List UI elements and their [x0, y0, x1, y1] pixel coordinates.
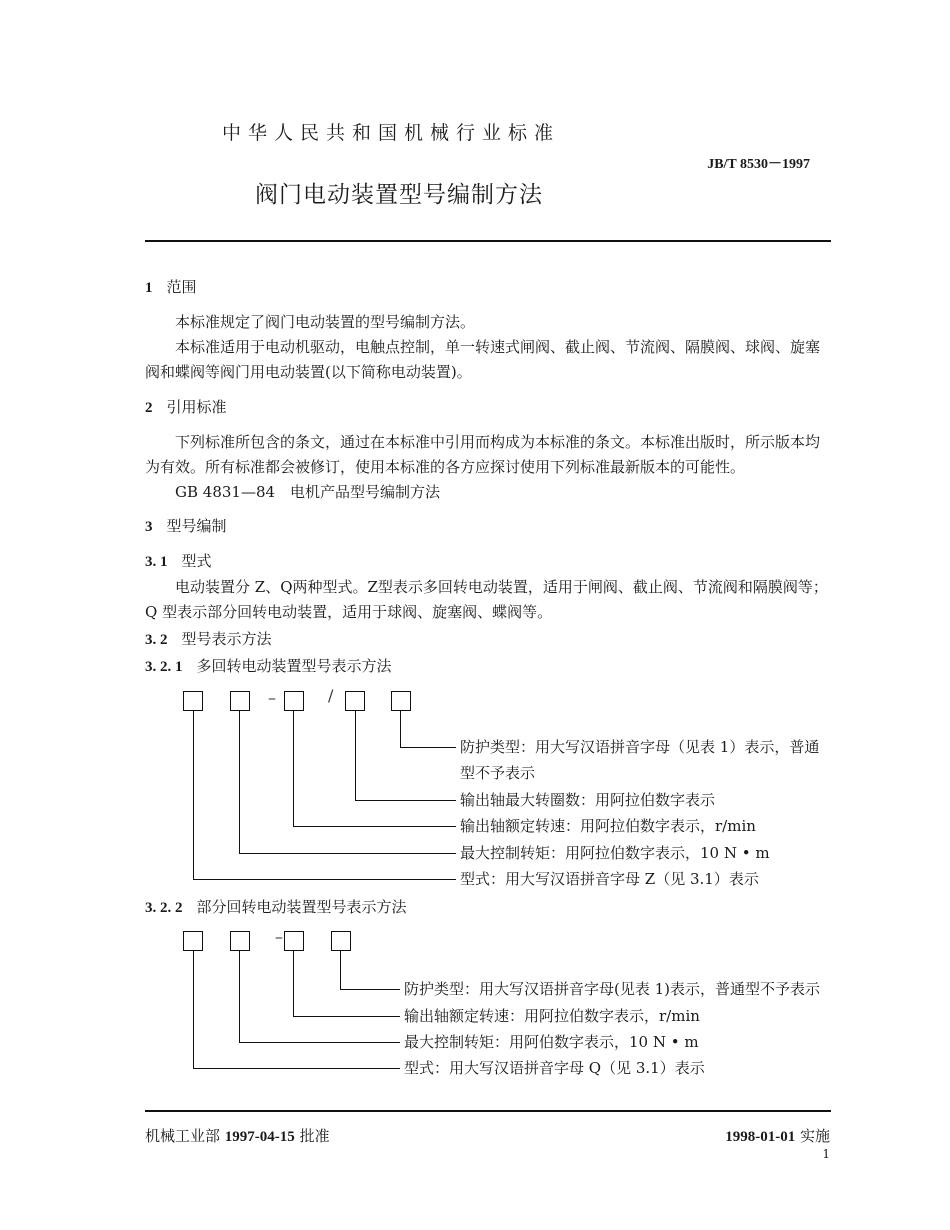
label-max-turns: 输出轴最大转圈数：用阿拉伯数字表示	[460, 791, 716, 809]
section-1-heading	[145, 276, 197, 297]
section-number: 3. 2. 1	[145, 659, 183, 675]
code-box-protection	[391, 691, 411, 711]
section-2-body	[145, 430, 831, 505]
leader-line	[355, 800, 456, 801]
label-rated-speed: 输出轴额定转速：用阿拉伯数字表示，r/min	[460, 817, 756, 835]
leader-line	[400, 747, 456, 748]
leader-line	[293, 1016, 400, 1017]
header-rule	[145, 240, 831, 242]
paragraph: 下列标准所包含的条文，通过在本标准中引用而构成为本标准的条文。本标准出版时，所示版本均为有效。所有标准都会被修订，使用本标准的各方应探讨使用下列标准最新版本的可能性。	[145, 433, 821, 476]
document-title: 阀门电动装置型号编制方法	[255, 182, 543, 208]
section-title: 范围	[166, 278, 197, 296]
approval-info	[145, 1125, 330, 1146]
section-number: 3. 2. 2	[145, 900, 183, 916]
page-number: 1	[822, 1147, 830, 1161]
issuer: 机械工业部	[145, 1127, 221, 1145]
leader-line	[239, 1042, 400, 1043]
section-2-heading	[145, 396, 227, 417]
leader-line	[355, 711, 356, 800]
slash-separator: /	[328, 686, 334, 705]
code-box-speed	[284, 931, 304, 951]
reference-standard: GB 4831—84 电机产品型号编制方法	[175, 483, 441, 501]
footer-rule	[145, 1110, 831, 1112]
standard-code: JB/T 8530－1997	[707, 157, 810, 172]
code-box-type	[183, 691, 203, 711]
code-box-protection	[331, 931, 351, 951]
section-3-heading	[145, 515, 227, 536]
paragraph: 本标准适用于电动机驱动，电触点控制，单一转速式闸阀、截止阀、节流阀、隔膜阀、球阀、旋塞阀和蝶阀等阀门用电动装置(以下简称电动装置)。	[145, 338, 821, 381]
leader-line	[340, 989, 400, 990]
section-number: 3. 1	[145, 554, 168, 570]
section-3-2-2-heading	[145, 896, 407, 917]
leader-line	[239, 853, 456, 854]
section-1-body	[145, 310, 831, 385]
label-protection-type-cont: 型不予表示	[460, 764, 536, 782]
section-number: 3. 2	[145, 632, 168, 648]
code-box-torque	[230, 691, 250, 711]
leader-line	[340, 951, 341, 989]
label-type: 型式：用大写汉语拼音字母 Z（见 3.1）表示	[460, 870, 759, 888]
leader-line	[193, 951, 194, 1068]
leader-line	[193, 1068, 400, 1069]
label-max-torque: 最大控制转矩：用阿拉伯数字表示，10 N • m	[460, 844, 770, 862]
section-3-2-1-heading	[145, 655, 392, 676]
paragraph: 本标准规定了阀门电动装置的型号编制方法。	[175, 313, 476, 331]
leader-line	[193, 711, 194, 879]
dash-separator: –	[268, 688, 276, 707]
section-3-2-heading	[145, 628, 272, 649]
implementation-date: 1998-01-01	[725, 1129, 796, 1145]
implementation-text: 实施	[799, 1127, 830, 1145]
dash-separator: –	[275, 927, 283, 946]
leader-line	[239, 711, 240, 853]
code-box-turns	[345, 691, 365, 711]
section-number: 2	[145, 400, 153, 416]
section-3-1-heading	[145, 550, 212, 571]
code-box-torque	[230, 931, 250, 951]
label-rated-speed: 输出轴额定转速：用阿拉伯数字表示，r/min	[404, 1007, 700, 1025]
approval-date: 1997-04-15	[224, 1129, 295, 1145]
label-protection-type: 防护类型：用大写汉语拼音字母（见表 1）表示，普通	[460, 738, 820, 756]
section-title: 型号表示方法	[181, 630, 272, 648]
label-type: 型式：用大写汉语拼音字母 Q（见 3.1）表示	[404, 1059, 705, 1077]
label-max-torque: 最大控制转矩：用阿伯数字表示，10 N • m	[404, 1033, 699, 1051]
leader-line	[293, 711, 294, 826]
implementation-info	[725, 1125, 830, 1146]
leader-line	[239, 951, 240, 1042]
section-title: 引用标准	[166, 398, 227, 416]
section-number: 3	[145, 519, 153, 535]
leader-line	[400, 711, 401, 747]
leader-line	[193, 879, 456, 880]
section-title: 部分回转电动装置型号表示方法	[196, 898, 407, 916]
section-title: 多回转电动装置型号表示方法	[196, 657, 392, 675]
code-box-type	[183, 931, 203, 951]
section-number: 1	[145, 280, 153, 296]
label-protection-type: 防护类型：用大写汉语拼音字母(见表 1)表示，普通型不予表示	[404, 980, 821, 998]
approval-text: 批准	[299, 1127, 330, 1145]
section-3-1-body	[145, 575, 831, 625]
section-title: 型式	[181, 552, 212, 570]
issuing-body-header: 中华人民共和国机械行业标准	[222, 122, 561, 144]
section-title: 型号编制	[166, 517, 227, 535]
leader-line	[293, 826, 456, 827]
leader-line	[293, 951, 294, 1016]
paragraph: 电动装置分 Z、Q两种型式。Z型表示多回转电动装置，适用于闸阀、截止阀、节流阀和隔膜阀等；Q 型表示部分回转电动装置，适用于球阀、旋塞阀、蝶阀等。	[145, 578, 828, 621]
code-box-speed	[284, 691, 304, 711]
